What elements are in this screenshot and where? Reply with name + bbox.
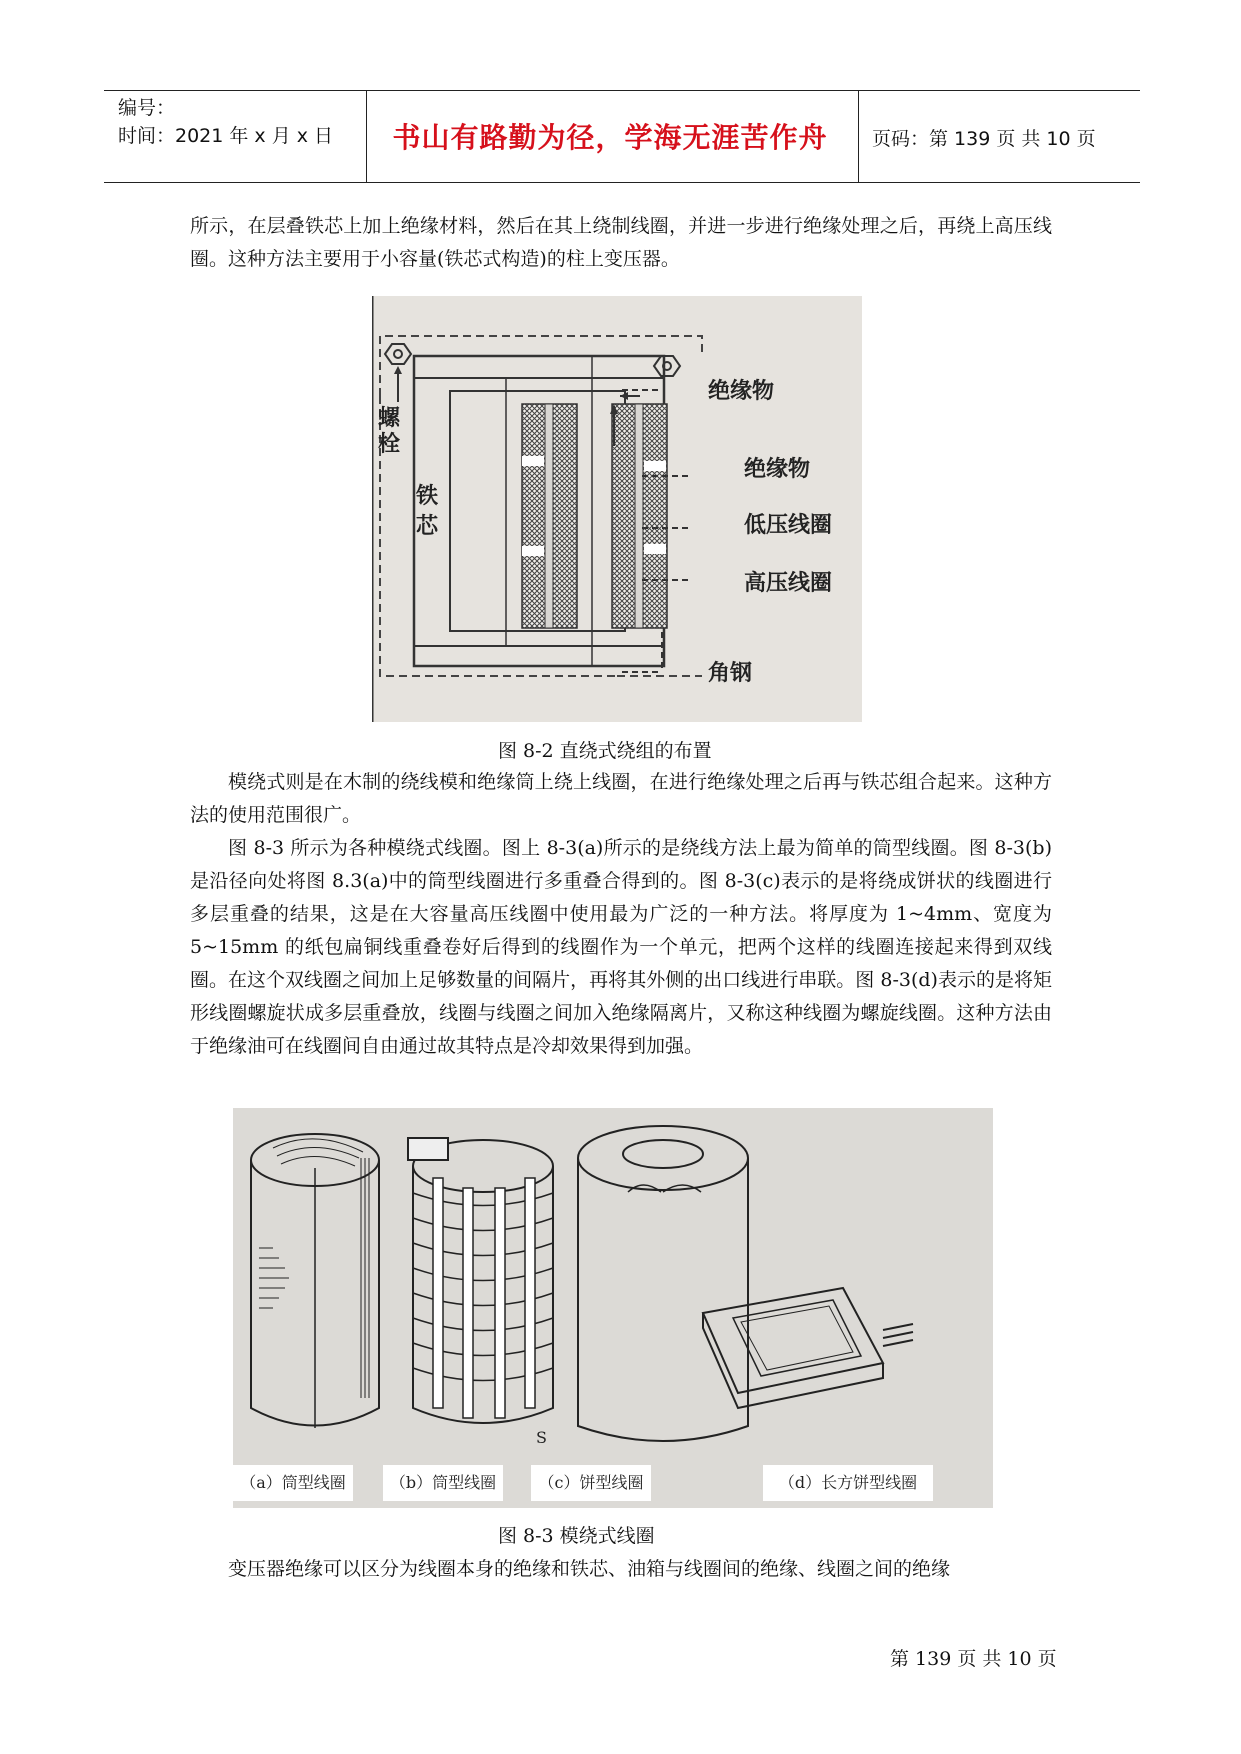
label-insulation-2: 绝缘物 [744, 457, 811, 482]
sub-label-a: （a）筒型线圈 [233, 1465, 353, 1501]
header-divider-right [858, 91, 859, 183]
header-meta [118, 94, 333, 150]
figure-8-2 [372, 296, 862, 722]
label-angle-steel: 角钢 [708, 661, 753, 686]
coil-a-cylinder [251, 1134, 379, 1428]
header-number: 编号： [118, 97, 176, 119]
header-page-number: 页码：第 139 页 共 10 页 [872, 128, 1096, 150]
header-divider-left [366, 91, 367, 183]
figure-8-3 [233, 1108, 993, 1508]
label-insulation-1: 绝缘物 [708, 379, 775, 404]
footer-page-number: 第 139 页 共 10 页 [890, 1648, 1057, 1670]
header-bottom-rule [104, 182, 1140, 183]
figure-8-3-caption: 图 8-3 模绕式线圈 [498, 1525, 655, 1547]
coil-d-rectangular [703, 1288, 913, 1408]
label-core: 铁芯 [416, 484, 439, 539]
coil-b-stacked [408, 1138, 553, 1423]
bolt-left-icon [385, 344, 411, 364]
paragraph-3: 图 8-3 所示为各种模绕式线圈。图上 8-3(a)所示的是绕线方法上最为简单的筒型线圈。图 8-3(b)是沿径向处将图 8.3(a)中的筒型线圈进行多重叠合得到的。图 8-3(c)表示的是将绕成饼状的线圈进行多层重叠的结果，这是在大容量高压线圈中使用最为广泛的一种方法。将厚度为 1~4mm、宽度为 5~15mm 的纸包扁铜线重叠卷好后得到的线圈作为一个单元，把两个这样的线圈连接起来得到双线圈。在这个双线圈之间加上足够数量的间隔片，再将其外侧的出口线进行串联。图 8-3(d)表示的是将矩形线圈螺旋状成多层重叠放，线圈与线圈之间加入绝缘隔离片，又称这种线圈为螺旋线圈。这种方法由于绝缘油可在线圈间自由通过故其特点是冷却效果得到加强。 [190, 837, 1052, 1057]
bolt-right-icon [654, 356, 680, 376]
sub-label-d: （d）长方饼型线圈 [763, 1465, 933, 1501]
label-high-voltage-coil: 高压线圈 [744, 571, 833, 596]
figure-8-2-caption: 图 8-2 直绕式绕组的布置 [498, 740, 712, 762]
paragraph-2: 模绕式则是在木制的绕线模和绝缘筒上绕上线圈，在进行绝缘处理之后再与铁芯组合起来。这种方法的使用范围很广。 [190, 771, 1052, 826]
coil-c-disc [578, 1126, 748, 1441]
header-top-rule [104, 90, 1140, 91]
paragraph-4: 变压器绝缘可以区分为线圈本身的绝缘和铁芯、油箱与线圈间的绝缘、线圈之间的绝缘 [228, 1558, 951, 1580]
coil-types-drawing [233, 1108, 993, 1508]
header-motto: 书山有路勤为径，学海无涯苦作舟 [392, 121, 828, 154]
label-bolt: 螺栓 [378, 406, 401, 457]
paragraph-1: 所示，在层叠铁芯上加上绝缘材料，然后在其上绕制线圈，并进一步进行绝缘处理之后，再绕上高压线圈。这种方法主要用于小容量(铁芯式构造)的柱上变压器。 [190, 215, 1052, 270]
marker-s: S [536, 1428, 547, 1447]
header-time: 时间：2021 年 x 月 x 日 [118, 125, 334, 147]
label-low-voltage-coil: 低压线圈 [744, 513, 833, 538]
sub-label-c: （c）饼型线圈 [531, 1465, 651, 1501]
sub-label-b: （b）筒型线圈 [383, 1465, 503, 1501]
